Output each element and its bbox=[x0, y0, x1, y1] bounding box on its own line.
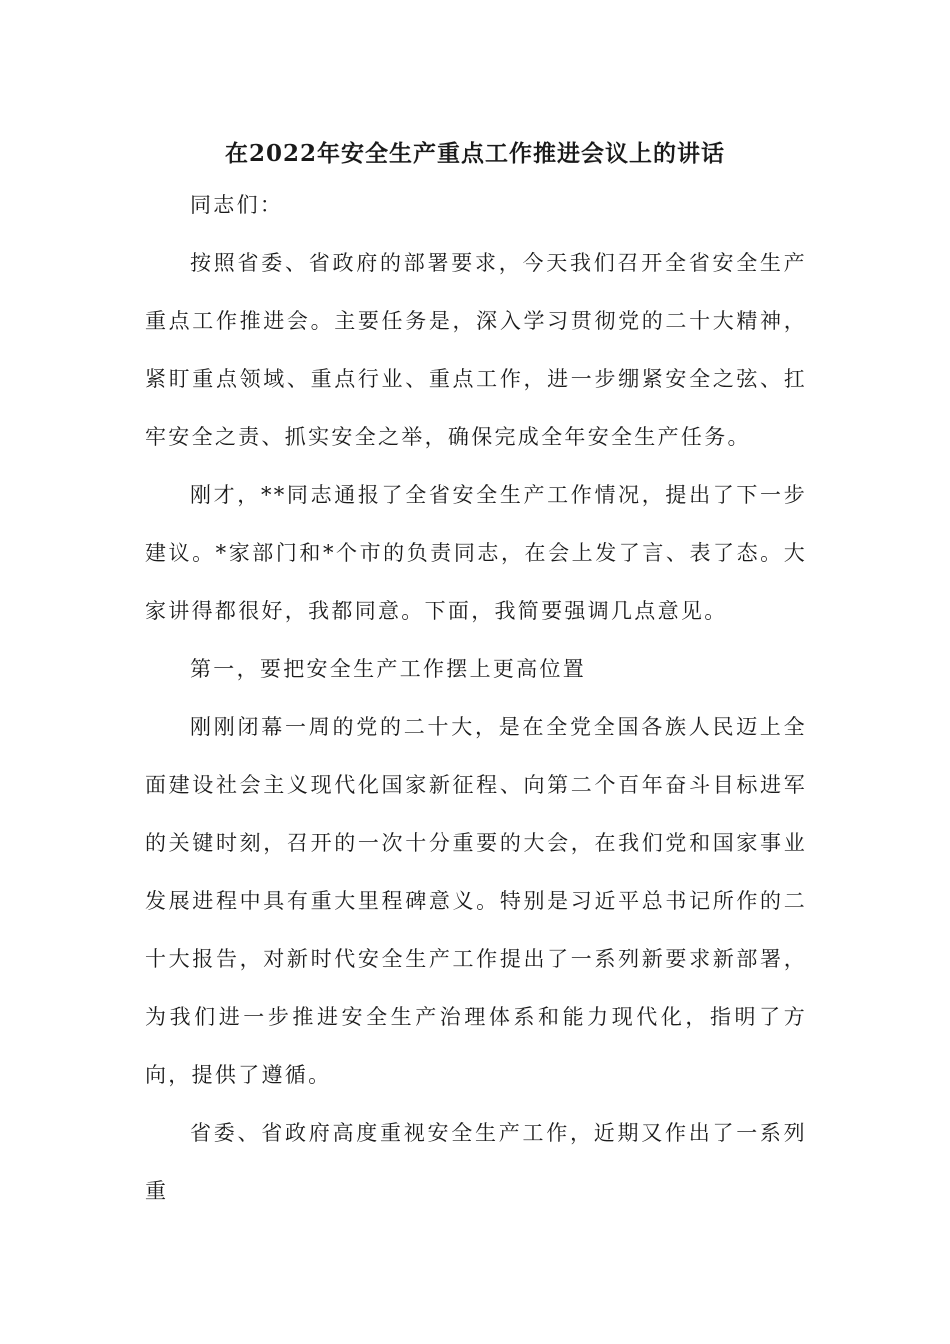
body-paragraph-4: 省委、省政府高度重视安全生产工作，近期又作出了一系列重 bbox=[145, 1121, 807, 1203]
body-paragraph-1: 按照省委、省政府的部署要求，今天我们召开全省安全生产重点工作推进会。主要任务是，深入学习贯彻党的二十大精神，紧盯重点领域、重点行业、重点工作，进一步绷紧安全之弦、扛牢安全之责、抓实安全之举，确保完成全年安全生产任务。 bbox=[145, 251, 807, 449]
body-paragraph-2: 刚才，**同志通报了全省安全生产工作情况，提出了下一步建议。*家部门和*个市的负责同志，在会上发了言、表了态。大家讲得都很好，我都同意。下面，我简要强调几点意见。 bbox=[145, 483, 807, 623]
salutation-paragraph: 同志们： bbox=[190, 193, 284, 217]
section-heading-1: 第一，要把安全生产工作摆上更高位置 bbox=[190, 657, 587, 681]
document-title: 在2022年安全生产重点工作推进会议上的讲话 bbox=[224, 140, 725, 167]
body-paragraph-3: 刚刚闭幕一周的党的二十大，是在全党全国各族人民迈上全面建设社会主义现代化国家新征程、向第二个百年奋斗目标进军的关键时刻，召开的一次十分重要的大会，在我们党和国家事业发展进程中具有重大里程碑意义。特别是习近平总书记所作的二十大报告，对新时代安全生产工作提出了一系列新要求新部署，为我们进一步推进安全生产治理体系和能力现代化，指明了方向，提供了遵循。 bbox=[145, 715, 807, 1087]
document-body bbox=[145, 176, 807, 1220]
